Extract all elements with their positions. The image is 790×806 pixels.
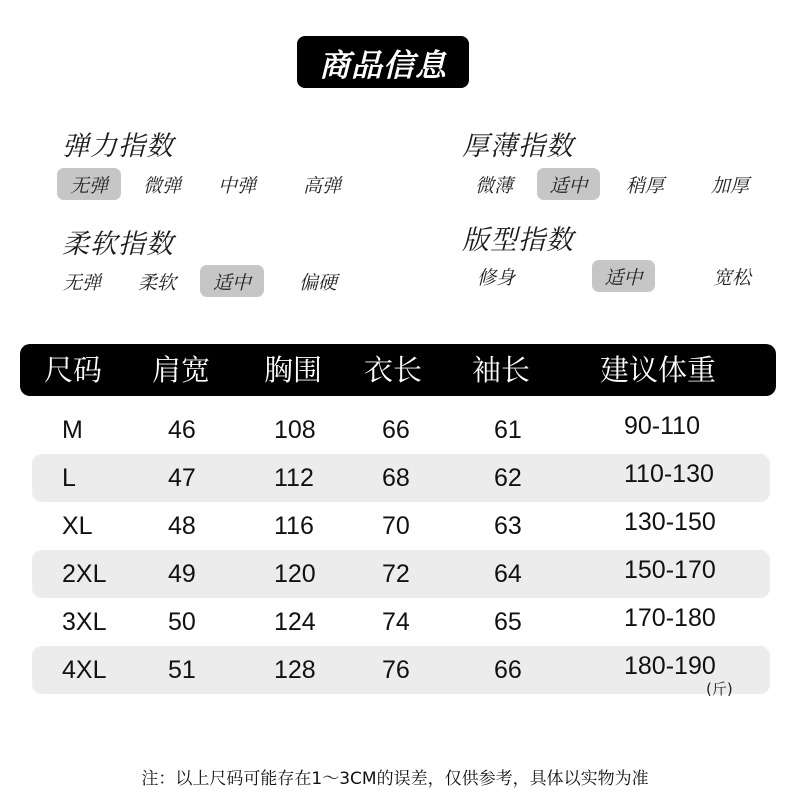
cell-shoulder: 48: [168, 512, 196, 540]
cell-sleeve: 62: [494, 464, 522, 492]
elasticity-index-title: 弹力指数: [62, 131, 174, 162]
header-size: 尺码: [44, 353, 103, 387]
cell-length: 72: [382, 560, 410, 588]
cell-sleeve: 65: [494, 608, 522, 636]
cell-chest: 124: [274, 608, 316, 636]
cell-sleeve: 64: [494, 560, 522, 588]
cell-chest: 128: [274, 656, 316, 684]
cell-weight: 130-150: [624, 508, 716, 536]
softness-option-soft: 柔软: [137, 271, 176, 294]
header-shoulder: 肩宽: [152, 353, 211, 387]
elasticity-option-medium: 中弹: [217, 174, 256, 197]
cell-size: XL: [62, 512, 93, 540]
cell-length: 68: [382, 464, 410, 492]
thickness-option-moderate: 适中: [537, 168, 600, 200]
header-chest: 胸围: [264, 353, 323, 387]
table-row: [32, 550, 770, 598]
cell-shoulder: 49: [168, 560, 196, 588]
thickness-index-title: 厚薄指数: [462, 131, 574, 162]
cell-sleeve: 66: [494, 656, 522, 684]
thickness-option-thin: 微薄: [474, 174, 513, 197]
cell-shoulder: 50: [168, 608, 196, 636]
table-row: [32, 454, 770, 502]
fit-option-moderate: 适中: [592, 260, 655, 292]
cell-size: 4XL: [62, 656, 107, 684]
cell-chest: 112: [274, 464, 314, 492]
size-table-header: [20, 344, 776, 396]
fit-index-title: 版型指数: [462, 225, 574, 256]
cell-size: 3XL: [62, 608, 107, 636]
table-row: [32, 598, 770, 646]
cell-weight: 180-190: [624, 652, 716, 680]
cell-size: M: [62, 416, 83, 444]
thickness-option-thick: 加厚: [710, 174, 749, 197]
table-row: [32, 406, 770, 454]
cell-size: L: [62, 464, 76, 492]
cell-chest: 120: [274, 560, 316, 588]
page-title: 商品信息: [297, 36, 469, 88]
cell-size: 2XL: [62, 560, 107, 588]
weight-unit-label: (斤): [706, 680, 733, 698]
softness-option-moderate: 适中: [200, 265, 264, 297]
table-row: [32, 646, 770, 698]
cell-weight: 170-180: [624, 604, 716, 632]
fit-option-slim: 修身: [476, 266, 515, 289]
header-length: 衣长: [364, 353, 423, 387]
header-weight: 建议体重: [600, 353, 717, 387]
thickness-option-slightly-thick: 稍厚: [625, 174, 664, 197]
cell-weight: 90-110: [624, 412, 700, 440]
cell-sleeve: 63: [494, 512, 522, 540]
softness-option-none: 无弹: [62, 271, 101, 294]
cell-length: 74: [382, 608, 410, 636]
cell-shoulder: 46: [168, 416, 196, 444]
footer-note: 注：以上尺码可能存在1～3CM的误差，仅供参考，具体以实物为准: [141, 769, 649, 789]
cell-length: 66: [382, 416, 410, 444]
softness-index-title: 柔软指数: [62, 229, 174, 260]
elasticity-option-none: 无弹: [57, 168, 121, 200]
cell-weight: 150-170: [624, 556, 716, 584]
elasticity-option-slight: 微弹: [142, 174, 181, 197]
cell-chest: 108: [274, 416, 316, 444]
cell-shoulder: 51: [168, 656, 196, 684]
cell-shoulder: 47: [168, 464, 196, 492]
table-row: [32, 502, 770, 550]
fit-option-loose: 宽松: [712, 266, 751, 289]
cell-sleeve: 61: [494, 416, 522, 444]
softness-option-stiff: 偏硬: [298, 271, 337, 294]
cell-length: 76: [382, 656, 410, 684]
cell-length: 70: [382, 512, 410, 540]
header-sleeve: 袖长: [472, 353, 531, 387]
cell-weight: 110-130: [624, 460, 714, 488]
cell-chest: 116: [274, 512, 314, 540]
elasticity-option-high: 高弹: [302, 174, 341, 197]
